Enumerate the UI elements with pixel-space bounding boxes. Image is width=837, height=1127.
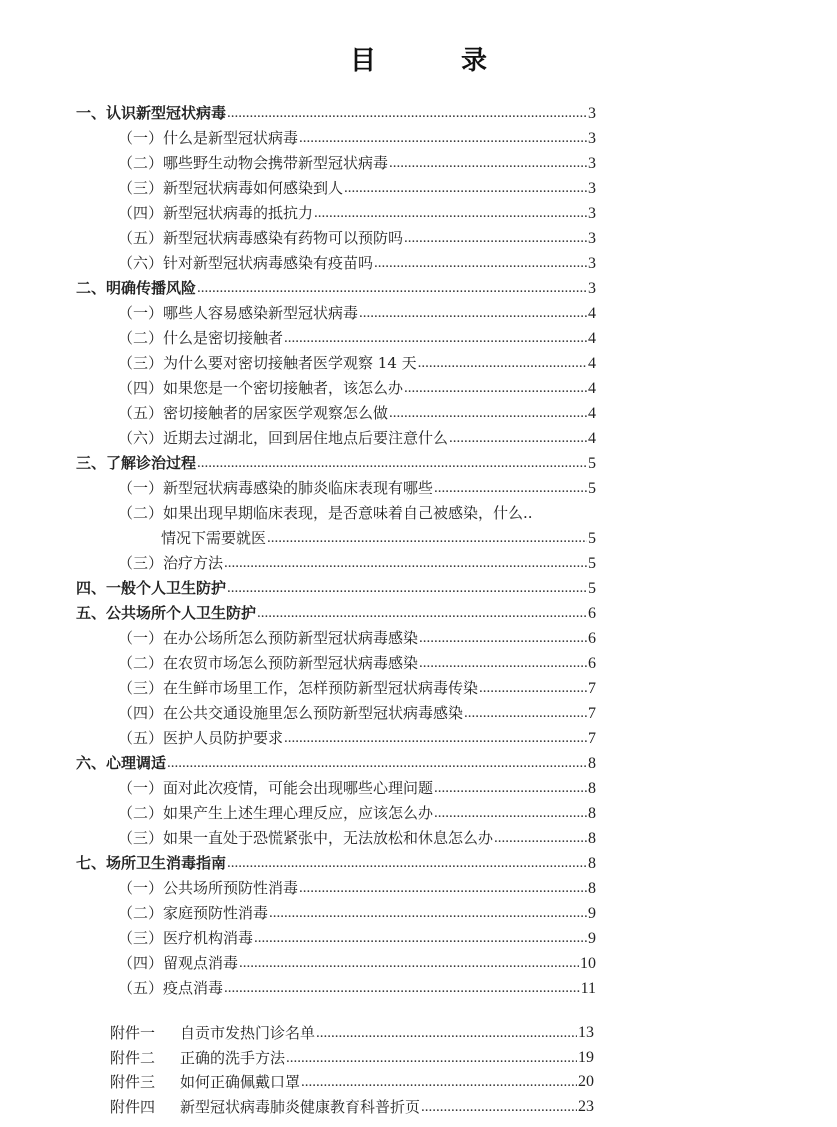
toc-section-entry[interactable] bbox=[76, 151, 596, 176]
leader-dots bbox=[316, 1021, 577, 1046]
toc-entry-title: （三）新型冠状病毒如何感染到人 bbox=[118, 179, 344, 197]
appendix-label: 附件三 bbox=[110, 1073, 156, 1091]
leader-dots bbox=[227, 576, 587, 601]
toc-section-entry[interactable] bbox=[76, 301, 596, 326]
toc-page-number: 9 bbox=[588, 905, 596, 922]
appendix-entry[interactable] bbox=[110, 1046, 594, 1071]
toc-chapter-entry[interactable] bbox=[76, 451, 596, 476]
toc-section-entry[interactable] bbox=[76, 676, 596, 701]
toc-entry-title: （一）在办公场所怎么预防新型冠状病毒感染 bbox=[118, 629, 419, 647]
toc-entry-title: （三）在生鲜市场里工作，怎样预防新型冠状病毒传染 bbox=[118, 679, 479, 697]
toc-chapter-entry[interactable] bbox=[76, 851, 596, 876]
appendix-label: 附件二 bbox=[110, 1048, 156, 1067]
toc-page-number: 3 bbox=[588, 180, 596, 197]
leader-dots bbox=[434, 801, 587, 826]
toc-entry-title: （四）如果您是一个密切接触者，该怎么办 bbox=[118, 379, 404, 397]
toc-entry-title: （二）什么是密切接触者 bbox=[118, 329, 284, 347]
leader-dots bbox=[197, 276, 587, 301]
toc-section-entry[interactable] bbox=[76, 126, 596, 151]
toc-entry-title: （四）留观点消毒 bbox=[118, 954, 239, 972]
leader-dots bbox=[267, 526, 587, 551]
leader-dots bbox=[227, 101, 587, 126]
toc-section-entry[interactable] bbox=[76, 551, 596, 576]
appendix-title: 新型冠状病毒肺炎健康教育科普折页 bbox=[180, 1097, 421, 1116]
leader-dots bbox=[224, 551, 587, 576]
toc-entry-title: （五）新型冠状病毒感染有药物可以预防吗 bbox=[118, 229, 404, 247]
toc-section-entry[interactable] bbox=[76, 376, 596, 401]
toc-page-number: 6 bbox=[588, 605, 596, 622]
toc-section-entry[interactable] bbox=[76, 326, 596, 351]
toc-section-entry[interactable] bbox=[76, 926, 596, 951]
leader-dots bbox=[404, 376, 587, 401]
toc-entry-title: （二）哪些野生动物会携带新型冠状病毒 bbox=[118, 154, 389, 172]
toc-page-number: 5 bbox=[588, 555, 596, 572]
appendix-entry[interactable] bbox=[110, 1095, 594, 1120]
toc-entry-title: （五）密切接触者的居家医学观察怎么做 bbox=[118, 404, 389, 422]
toc-page-number: 3 bbox=[588, 105, 596, 122]
toc-page-number: 5 bbox=[588, 530, 596, 547]
leader-dots bbox=[344, 176, 587, 201]
appendix-label: 附件四 bbox=[110, 1097, 156, 1116]
toc-entry-title: （一）哪些人容易感染新型冠状病毒 bbox=[118, 304, 359, 322]
toc-section-entry[interactable] bbox=[76, 626, 596, 651]
toc-section-entry[interactable] bbox=[76, 726, 596, 751]
toc-page-number: 8 bbox=[588, 830, 596, 847]
toc-page-number: 5 bbox=[588, 580, 596, 597]
toc-page-number: 7 bbox=[588, 730, 596, 747]
toc-chapter-entry[interactable] bbox=[76, 576, 596, 601]
toc-page-number: 6 bbox=[588, 655, 596, 672]
leader-dots bbox=[224, 976, 580, 1001]
toc-entry-title: 四、一般个人卫生防护 bbox=[76, 579, 227, 597]
toc-section-entry[interactable] bbox=[76, 651, 596, 676]
toc-page-number: 8 bbox=[588, 880, 596, 897]
toc-section-entry[interactable] bbox=[76, 976, 596, 1001]
toc-section-entry[interactable] bbox=[76, 526, 596, 551]
toc-entry-title: （三）如果一直处于恐慌紧张中，无法放松和休息怎么办 bbox=[118, 829, 494, 847]
toc-page-number: 7 bbox=[588, 705, 596, 722]
toc-chapter-entry[interactable] bbox=[76, 276, 596, 301]
leader-dots bbox=[299, 876, 587, 901]
toc-entry-title: （六）近期去过湖北，回到居住地点后要注意什么 bbox=[118, 429, 449, 447]
toc-chapter-entry[interactable] bbox=[76, 601, 596, 626]
leader-dots bbox=[269, 901, 587, 926]
leader-dots bbox=[299, 126, 587, 151]
toc-page-number: 5 bbox=[588, 455, 596, 472]
leader-dots bbox=[389, 151, 587, 176]
toc-section-entry[interactable] bbox=[76, 826, 596, 851]
toc-section-entry[interactable] bbox=[76, 876, 596, 901]
toc-entry-title: （五）医护人员防护要求 bbox=[118, 729, 284, 747]
leader-dots bbox=[464, 701, 587, 726]
appendix-label: 附件一 bbox=[110, 1024, 156, 1042]
leader-dots bbox=[197, 451, 587, 476]
toc-page-number: 8 bbox=[588, 755, 596, 772]
appendix-entry[interactable] bbox=[110, 1021, 594, 1046]
toc-chapter-entry[interactable] bbox=[76, 751, 596, 776]
leader-dots bbox=[419, 626, 587, 651]
toc-entry-title: 三、了解诊治过程 bbox=[76, 454, 197, 472]
toc-section-entry[interactable] bbox=[76, 251, 596, 276]
toc-entry-title: （二）在农贸市场怎么预防新型冠状病毒感染 bbox=[118, 654, 419, 672]
toc-entry-title: （一）新型冠状病毒感染的肺炎临床表现有哪些 bbox=[118, 479, 434, 497]
toc-entry-title: （四）新型冠状病毒的抵抗力 bbox=[118, 204, 314, 222]
appendix-page-number: 23 bbox=[578, 1097, 594, 1115]
toc-page-number: 11 bbox=[580, 980, 596, 997]
toc-chapter-entry[interactable] bbox=[76, 101, 596, 126]
leader-dots bbox=[167, 751, 587, 776]
appendix-title: 如何正确佩戴口罩 bbox=[180, 1073, 301, 1091]
toc-page-number: 3 bbox=[588, 230, 596, 247]
page-title: 目 录 bbox=[349, 46, 526, 76]
appendix-title: 正确的洗手方法 bbox=[180, 1048, 286, 1067]
toc-section-entry[interactable] bbox=[76, 351, 596, 376]
toc-entry-title: （五）疫点消毒 bbox=[118, 979, 224, 997]
appendix-entry[interactable] bbox=[110, 1070, 594, 1095]
appendix-page-number: 20 bbox=[578, 1073, 594, 1090]
leader-dots bbox=[301, 1070, 577, 1095]
leader-dots bbox=[389, 401, 587, 426]
leader-dots bbox=[239, 951, 579, 976]
toc-entry-title: 情况下需要就医 bbox=[161, 529, 267, 547]
toc-entry-title: （一）什么是新型冠状病毒 bbox=[118, 129, 299, 147]
leader-dots bbox=[434, 776, 587, 801]
toc-section-entry[interactable] bbox=[76, 401, 596, 426]
table-of-contents bbox=[76, 101, 596, 1001]
leader-dots bbox=[284, 326, 587, 351]
leader-dots bbox=[421, 1095, 577, 1120]
leader-dots bbox=[359, 301, 587, 326]
leader-dots bbox=[227, 851, 587, 876]
toc-page-number: 5 bbox=[588, 480, 596, 497]
toc-section-entry[interactable] bbox=[76, 801, 596, 826]
toc-section-entry[interactable] bbox=[76, 776, 596, 801]
toc-page-number: 4 bbox=[588, 330, 596, 347]
toc-page-number: 3 bbox=[588, 130, 596, 147]
toc-entry-title: （三）医疗机构消毒 bbox=[118, 929, 254, 947]
toc-page-number: 8 bbox=[588, 780, 596, 797]
toc-section-entry[interactable] bbox=[76, 501, 596, 526]
toc-entry-title: 五、公共场所个人卫生防护 bbox=[76, 604, 257, 622]
toc-section-entry[interactable] bbox=[76, 701, 596, 726]
toc-page-number: 4 bbox=[588, 430, 596, 447]
leader-dots bbox=[314, 201, 587, 226]
toc-page-number: 7 bbox=[588, 680, 596, 697]
toc-section-entry[interactable] bbox=[76, 201, 596, 226]
toc-entry-title: （六）针对新型冠状病毒感染有疫苗吗 bbox=[118, 254, 374, 272]
toc-entry-title: （二）家庭预防性消毒 bbox=[118, 904, 269, 922]
toc-page-number: 3 bbox=[588, 205, 596, 222]
leader-dots bbox=[286, 1046, 577, 1071]
leader-dots bbox=[254, 926, 587, 951]
appendix-page-number: 19 bbox=[578, 1048, 594, 1066]
toc-section-entry[interactable] bbox=[76, 951, 596, 976]
toc-section-entry[interactable] bbox=[76, 901, 596, 926]
toc-entry-title: （一）公共场所预防性消毒 bbox=[118, 879, 299, 897]
toc-entry-title: 七、场所卫生消毒指南 bbox=[76, 854, 227, 872]
toc-page-number: 10 bbox=[580, 955, 596, 972]
leader-dots bbox=[419, 651, 587, 676]
appendix-list bbox=[110, 1021, 594, 1119]
appendix-page-number: 13 bbox=[578, 1024, 594, 1041]
toc-entry-title: 六、心理调适 bbox=[76, 754, 167, 772]
leader-dots bbox=[374, 251, 587, 276]
toc-entry-title: （四）在公共交通设施里怎么预防新型冠状病毒感染 bbox=[118, 704, 464, 722]
leader-dots bbox=[449, 426, 587, 451]
toc-entry-title: （三）为什么要对密切接触者医学观察 14 天 bbox=[118, 354, 417, 372]
leader-dots bbox=[494, 826, 587, 851]
leader-dots bbox=[418, 351, 587, 376]
toc-page-number: 4 bbox=[588, 355, 596, 372]
toc-page-number: 4 bbox=[588, 380, 596, 397]
leader-dots bbox=[404, 226, 587, 251]
toc-entry-title: 一、认识新型冠状病毒 bbox=[76, 104, 227, 122]
toc-section-entry[interactable] bbox=[76, 476, 596, 501]
toc-section-entry[interactable] bbox=[76, 226, 596, 251]
toc-entry-title: （二）如果出现早期临床表现，是否意味着自己被感染，什么.. bbox=[118, 504, 533, 522]
toc-page-number: 3 bbox=[588, 255, 596, 272]
leader-dots bbox=[257, 601, 587, 626]
appendix-title: 自贡市发热门诊名单 bbox=[180, 1024, 316, 1042]
toc-page-number: 8 bbox=[588, 855, 596, 872]
toc-page-number: 3 bbox=[588, 155, 596, 172]
toc-section-entry[interactable] bbox=[76, 426, 596, 451]
leader-dots bbox=[434, 476, 587, 501]
toc-page-number: 9 bbox=[588, 930, 596, 947]
toc-page-number: 6 bbox=[588, 630, 596, 647]
toc-entry-title: 二、明确传播风险 bbox=[76, 279, 197, 297]
leader-dots bbox=[479, 676, 587, 701]
toc-entry-title: （二）如果产生上述生理心理反应，应该怎么办 bbox=[118, 804, 434, 822]
toc-entry-title: （一）面对此次疫情，可能会出现哪些心理问题 bbox=[118, 779, 434, 797]
leader-dots bbox=[284, 726, 587, 751]
toc-page-number: 4 bbox=[588, 405, 596, 422]
toc-page-number: 3 bbox=[588, 280, 596, 297]
toc-section-entry[interactable] bbox=[76, 176, 596, 201]
toc-page-number: 8 bbox=[588, 805, 596, 822]
toc-page-number: 4 bbox=[588, 305, 596, 322]
toc-entry-title: （三）治疗方法 bbox=[118, 554, 224, 572]
